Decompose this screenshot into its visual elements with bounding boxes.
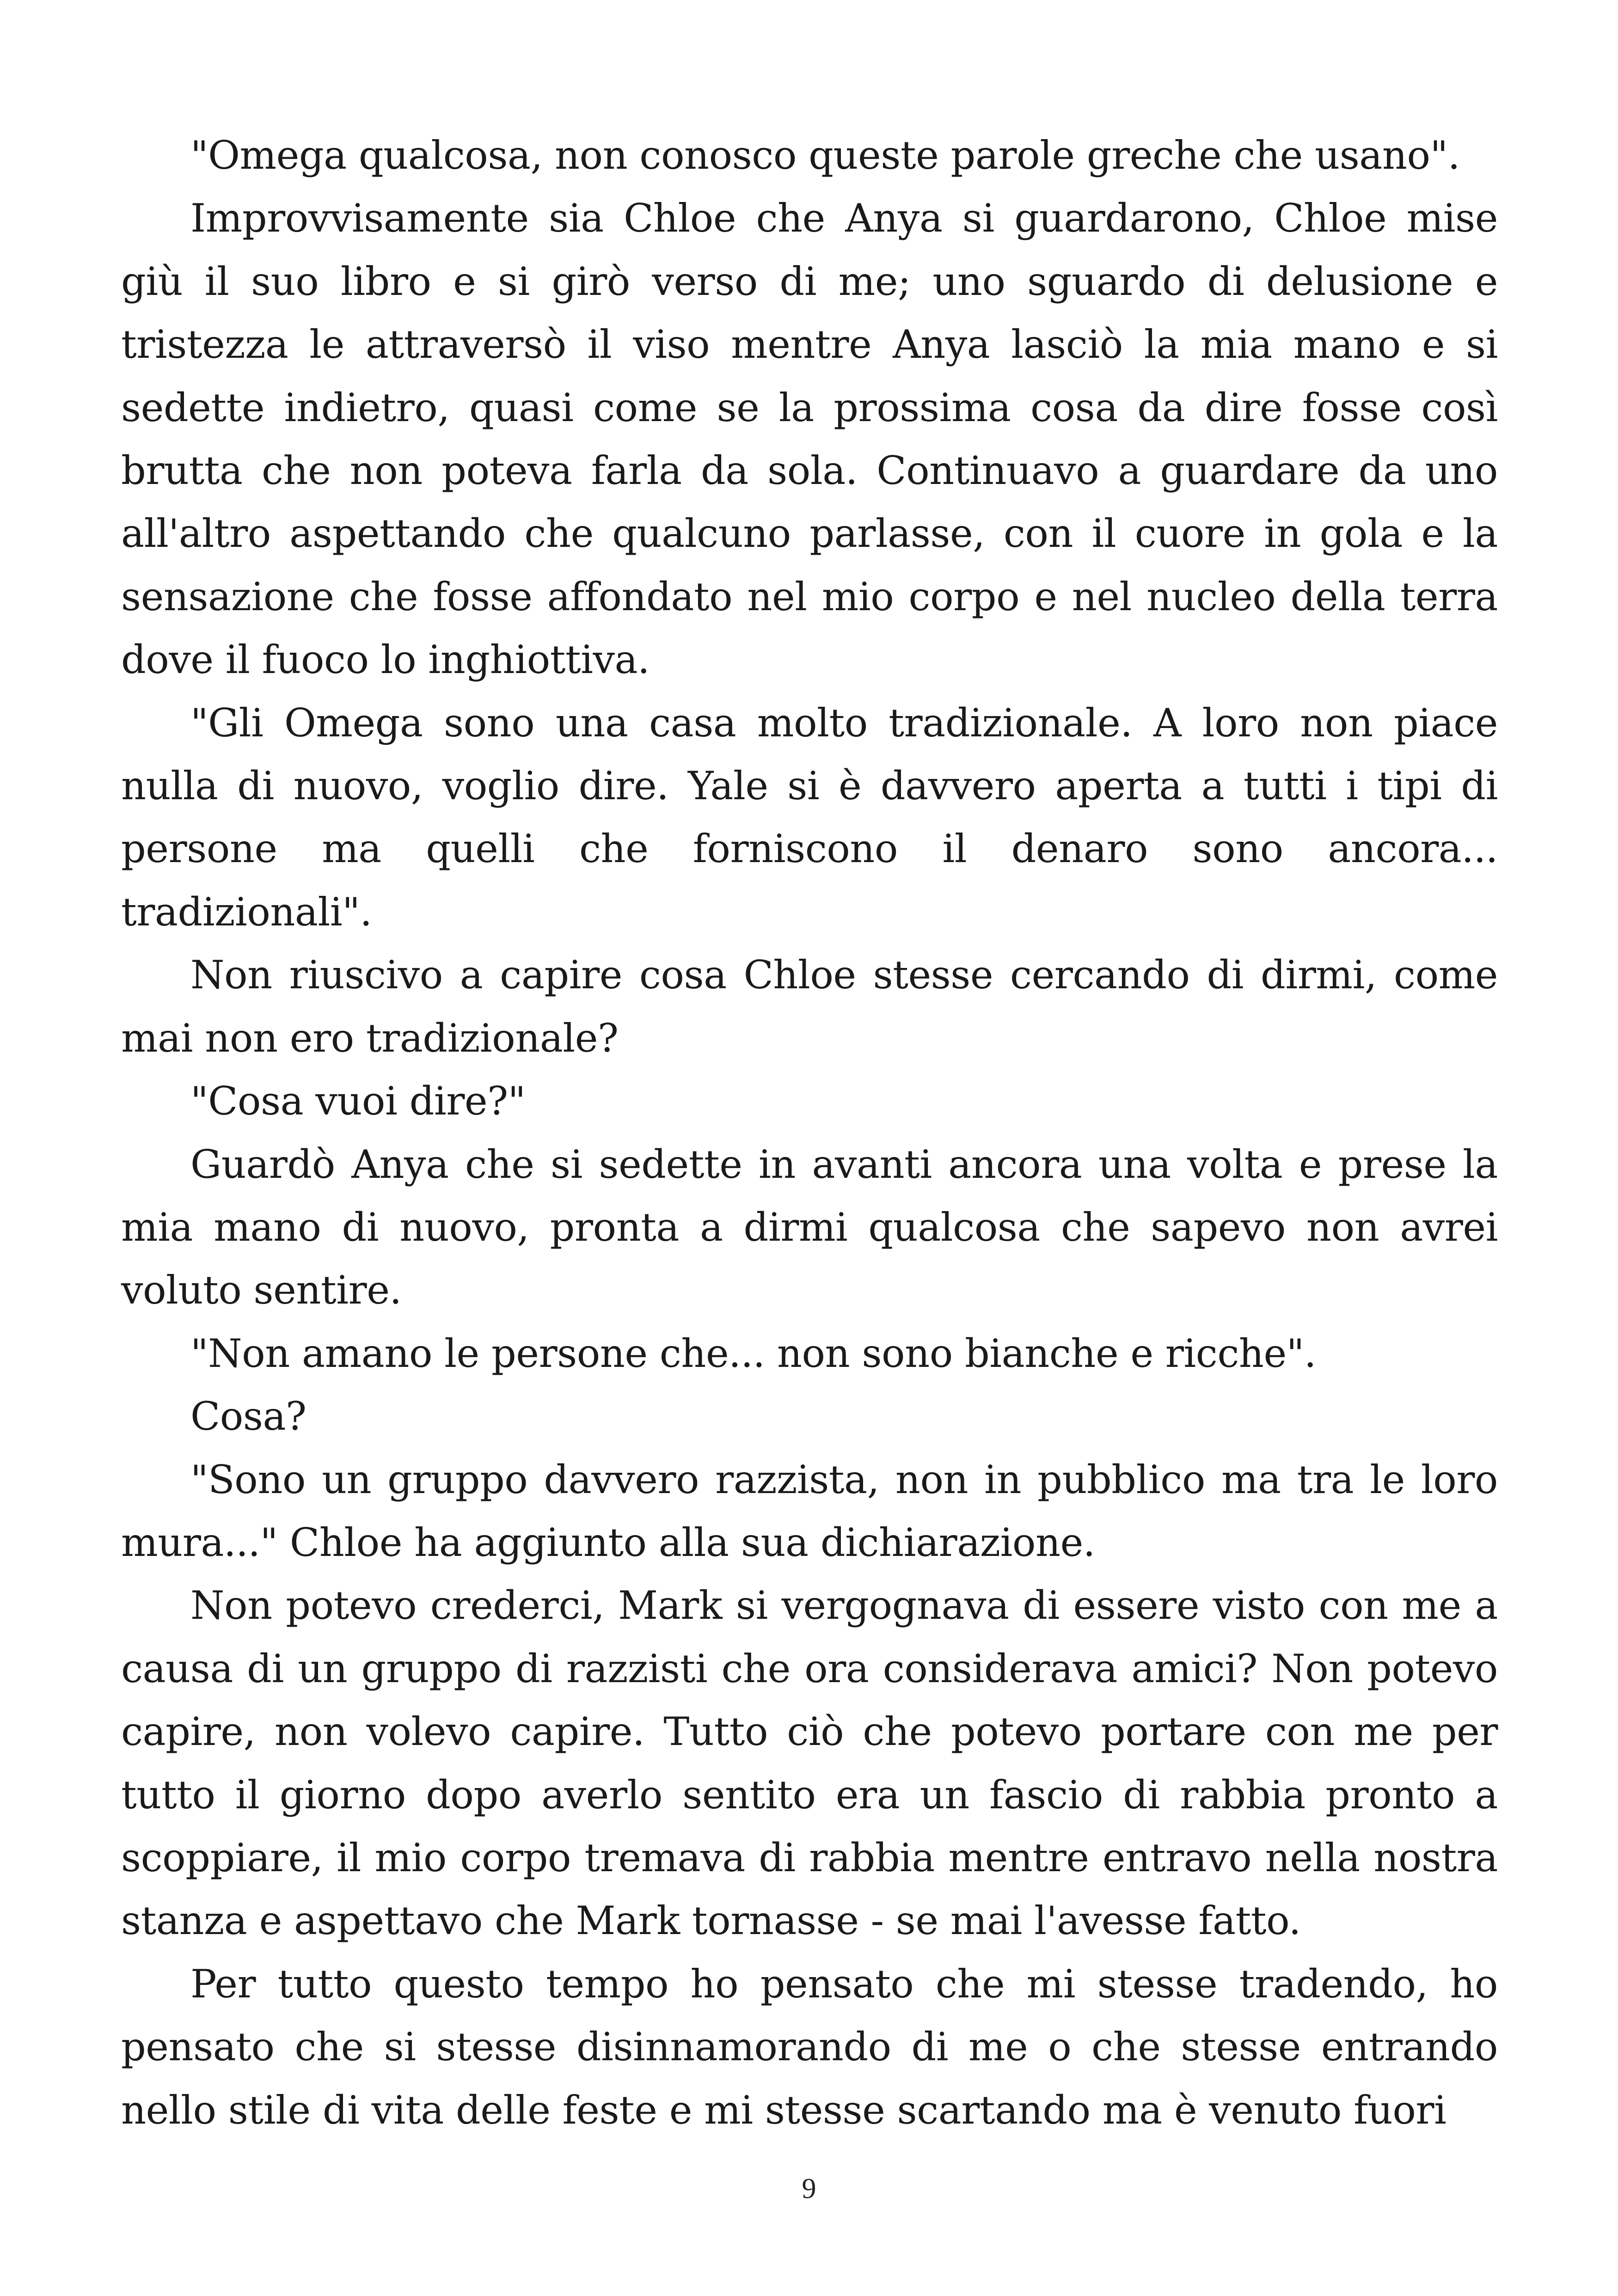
page-number: 9 [802, 2173, 816, 2204]
paragraph: "Omega qualcosa, non conosco queste parole greche che usano". [190, 133, 1460, 178]
paragraph: Per tutto questo tempo ho pensato che mi stesse tradendo, ho pensato che si stesse disinnamorando di me o che stesse entrando nello stile di vita delle feste e mi stesse scartando ma è venuto fuori [121, 1961, 1498, 2133]
paragraph: Guardò Anya che si sedette in avanti ancora una volta e prese la mia mano di nuovo, pronta a dirmi qualcosa che sapevo non avrei voluto sentire. [121, 1141, 1498, 1313]
paragraph: "Sono un gruppo davvero razzista, non in pubblico ma tra le loro mura..." Chloe ha aggiunto alla sua dichiarazione. [121, 1457, 1498, 1565]
paragraph: "Gli Omega sono una casa molto tradizionale. A loro non piace nulla di nuovo, voglio dire. Yale si è davvero aperta a tutti i tipi di persone ma quelli che forniscono il denaro sono ancora... tradizionali". [121, 700, 1498, 935]
paragraph: Cosa? [190, 1394, 306, 1439]
paragraph: Non riuscivo a capire cosa Chloe stesse cercando di dirmi, come mai non ero tradizionale? [121, 952, 1498, 1061]
paragraph: Improvvisamente sia Chloe che Anya si guardarono, Chloe mise giù il suo libro e si girò verso di me; uno sguardo di delusione e tristezza le attraversò il viso mentre Anya lasciò la mia mano e si sedette indietro, quasi come se la prossima cosa da dire fosse così brutta che non poteva farla da sola. Continuavo a guardare da uno all'altro aspettando che qualcuno parlasse, con il cuore in gola e la sensazione che fosse affondato nel mio corpo e nel nucleo della terra dove il fuoco lo inghiottiva. [121, 196, 1498, 683]
paragraph: "Cosa vuoi dire?" [190, 1078, 526, 1124]
paragraph: "Non amano le persone che... non sono bianche e ricche". [190, 1330, 1317, 1376]
page-body [121, 124, 1498, 2204]
paragraph: Non potevo crederci, Mark si vergognava di essere visto con me a causa di un gruppo di razzisti che ora considerava amici? Non potevo capire, non volevo capire. Tutto ciò che potevo portare con me per tutto il giorno dopo averlo sentito era un fascio di rabbia pronto a scoppiare, il mio corpo tremava di rabbia mentre entravo nella nostra stanza e aspettavo che Mark tornasse - se mai l'avesse fatto. [121, 1583, 1498, 1944]
